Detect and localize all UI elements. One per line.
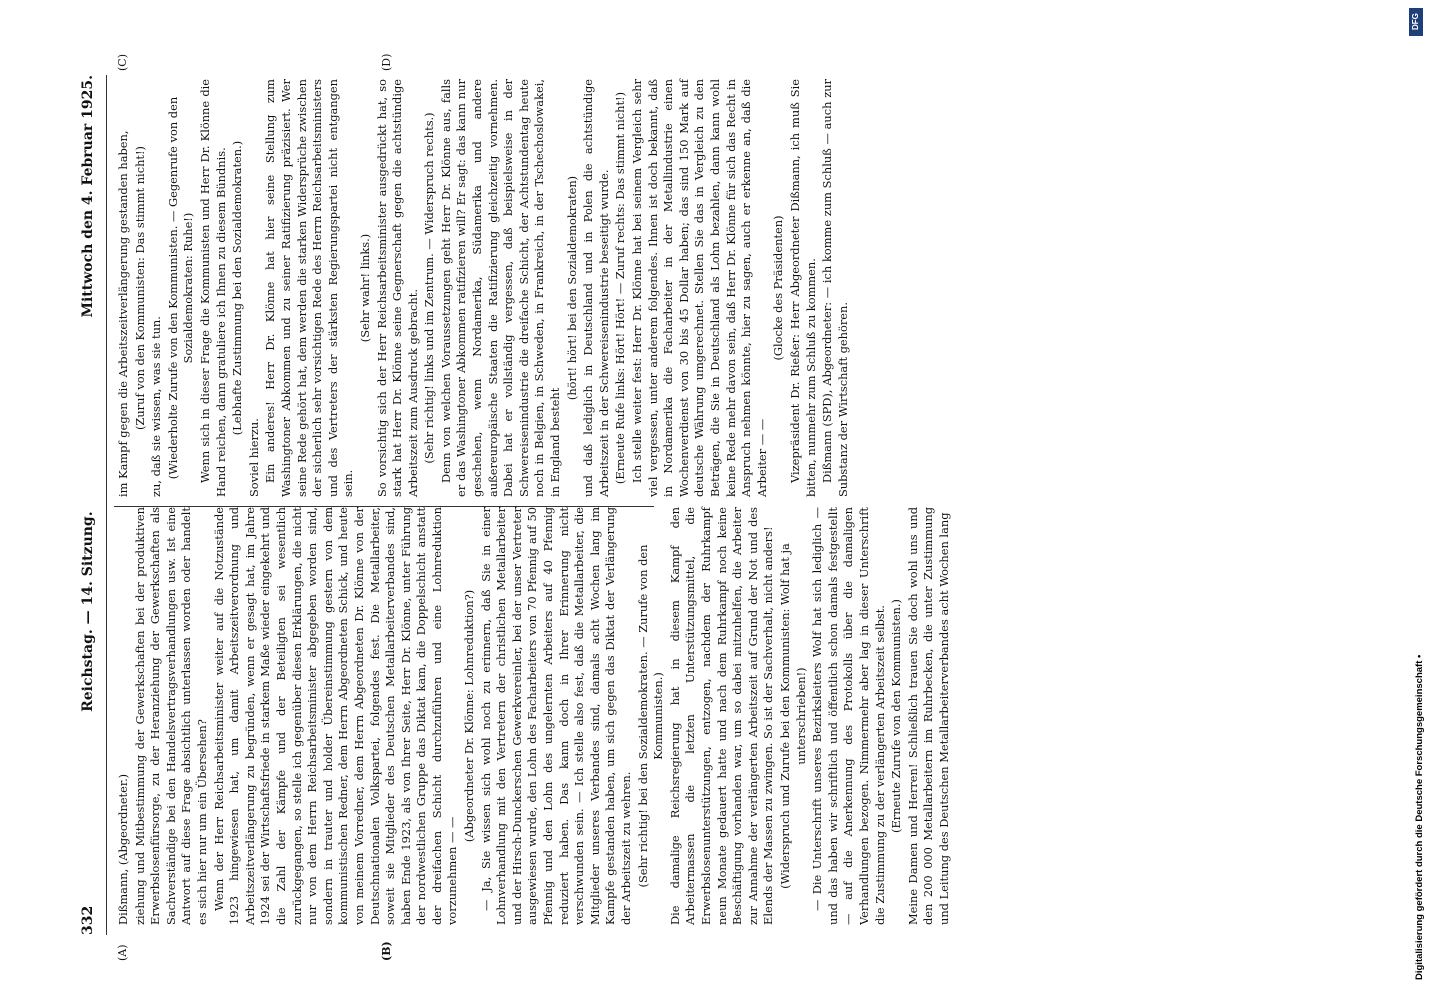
rotated-page-content bbox=[80, 53, 1355, 961]
header-date: Mittwoch den 4. Februar 1925. bbox=[80, 75, 96, 318]
header-rule bbox=[106, 75, 107, 935]
text-paragraph: Die damalige Reichsregierung hat in diesem Kampf den Arbeitermassen die letzten Unterstützungsmittel, die Erwerbslosenunterstützungen, entzogen, nachdem der Ruhrkampf neun Monate gedauert hatte und nach dem Ruhrkampf noch keine Beschäftigung vorhanden war, um so dabei mitzuhelfen, die Arbeiter zur Annahme der verlängerten Arbeitszeit auf Grund der Not und des Elends der Massen zu zwingen. So ist der Sachverhalt, nicht anders! bbox=[667, 507, 776, 925]
interjection-paragraph: (hört! hört! bei den Sozialdemokraten) bbox=[564, 175, 579, 401]
text-paragraph: Ein anderes! Herr Dr. Klönne hat hier seine Stellung zum Washingtoner Abkommen und zu seiner Ratifizierung präzisiert. Wer seine Rede gehört hat, dem werden die starken Widersprüche zwischen der sicherlich sehr vorsichtigen Rede des Herrn Reichsarbeitsministers und des Vertreters der stärksten Regierungspartei nicht entgangen sein. bbox=[263, 79, 356, 497]
text-paragraph: Dißmann (SPD), Abgeordneter: — ich komme zum Schluß — auch zur Substanz der Wirtschaft gehören. bbox=[820, 79, 850, 497]
text-column-left bbox=[116, 507, 951, 925]
text-paragraph: Ich stelle weiter fest: Herr Dr. Klönne hat bei seinem Vergleich sehr viel vergessen, unter anderem folgendes. Ihnen ist doch bekannt, daß in Nordamerika die Facharbeiter in der Metallindustrie einen Wochenverdienst von 30 bis 45 Dollar haben; das sind 150 Mark auf deutsche Währung umgerechnet. Stellen Sie das in Vergleich zu den Beträgen, die Sie in Deutschland als Lohn bezahlen, dann kann wohl keine Rede mehr davon sein, daß Herr Dr. Klönne für sich das Recht in Anspruch nehmen könnte, hier zu sagen, auch er erkenne an, daß die Arbeiter — — bbox=[630, 79, 769, 497]
text-paragraph: Soviel hierzu. bbox=[246, 418, 261, 497]
interjection-paragraph: (Abgeordneter Dr. Klönne: Lohnreduktion?) bbox=[462, 589, 477, 843]
interjection-paragraph: (Widerspruch und Zurufe bei den Kommunisten: Wolf hat ja unterschrieben!) bbox=[777, 543, 808, 889]
text-paragraph: zu, daß sie wissen, was sie tun. bbox=[149, 316, 164, 497]
interjection-paragraph: (Glocke des Präsidenten) bbox=[771, 215, 786, 361]
text-paragraph: Wenn sich in dieser Frage die Kommunisten und Herr Dr. Klönne die Hand reichen, dann gratuliere ich Ihnen zu diesem Bündnis. bbox=[197, 79, 228, 497]
text-paragraph: Dißmann, (Abgeordneter.) bbox=[116, 773, 130, 925]
text-paragraph: — Die Unterschrift unseres Bezirksleiters Wolf hat sich lediglich — und das haben wir schriftlich und öffentlich schon damals festgestellt — auf die Anerkennung des Protokolls über die damaligen Verhandlungen bezogen. Nimmermehr aber lag in dieser Unterschrift die Zustimmung zu der verlängerten Arbeitszeit selbst. bbox=[810, 507, 887, 925]
text-paragraph: So vorsichtig sich der Herr Reichsarbeitsminister ausgedrückt hat, so stark hat Herr Dr. Klönne seine Gegnerschaft gegen die achtstündige Arbeitszeit zum Ausdruck gebracht. bbox=[374, 79, 420, 497]
interjection-paragraph: (Wiederholte Zurufe von den Kommunisten. — Gegenrufe von den Sozialdemokraten: Ruhe!) bbox=[165, 96, 196, 480]
text-paragraph: Denn von welchen Voraussetzungen geht Herr Dr. Klönne aus, falls er das Washingtoner Abkommen ratifizieren will? Er sagt: das kann nur geschehen, wenn Nordamerika, Südamerika und andere außereuropäische Staaten die Ratifizierung gleichzeitig vornehmen. Dabei hat er vollständig vergessen, daß beispielsweise in der Schwereisenindustrie die dreifache Schicht, der Achtstundentag heute noch in Belgien, in Schweden, in Frankreich, in der Tschechoslowakei, in England besteht bbox=[438, 79, 563, 497]
text-column-right bbox=[116, 79, 850, 497]
interjection-paragraph: (Erneute Rufe links: Hört! Hört! — Zuruf rechts: Das stimmt nicht!) bbox=[613, 91, 628, 485]
text-paragraph: Vizepräsident Dr. Rießer: Herr Abgeordneter Dißmann, ich muß Sie bitten, nunmehr zum Schluß zu kommen. bbox=[787, 79, 818, 497]
header-title: Reichstag. — 14. Sitzung. bbox=[80, 511, 96, 712]
page-header bbox=[80, 75, 106, 935]
margin-marker-a: (A) bbox=[116, 944, 129, 961]
interjection-paragraph: (Sehr wahr! links.) bbox=[357, 233, 372, 343]
text-paragraph: Wenn der Herr Reichsarbeitsminister weiter auf die Notzustände 1923 hingewiesen hat, um damit Arbeitszeitverordnung und Arbeitszeitverlängerung zu begründen, wenn er gesagt hat, im Jahre 1924 sei der Wirtschaftsfriede in starkem Maße wieder eingekehrt und die Zahl der Kämpfe und der Beteiligten sei wesentlich zurückgegangen, so stelle ich gegenüber diesen Erklärungen, die nicht nur von dem Herrn Reichsarbeitsminister abgegeben worden sind, sondern in trauter und holder Übereinstimmung gestern von dem kommunistischen Redner, dem Herrn Abgeordneten Schick, und heute von meinem Vorredner, dem Herrn Abgeordneten Dr. Klönne von der Deutschnationalen Volkspartei, folgendes fest. Die Metallarbeiter, soweit sie Mitglieder des Deutschen Metallarbeiterverbandes sind, haben Ende 1923, als von Ihrer Seite, Herr Dr. Klönne, unter Führung der nordwestlichen Gruppe das Diktat kam, die Doppelschicht anstatt der dreifachen Schicht durchzuführen und eine Lohnreduktion vorzunehmen — — bbox=[211, 507, 460, 925]
interjection-paragraph: (Sehr richtig! bei den Sozialdemokraten. — Zurufe von den Kommunisten.) bbox=[635, 544, 666, 888]
interjection-paragraph: (Sehr richtig! links und im Zentrum. — Widerspruch rechts.) bbox=[422, 112, 437, 464]
funding-note: Digitalisierung gefördert durch die Deutsche Forschungsgemeinschaft • bbox=[1414, 654, 1425, 980]
dfg-logo: DFG bbox=[1409, 8, 1423, 36]
text-paragraph: im Kampf gegen die Arbeitszeitverlängerung gestanden haben, bbox=[116, 130, 130, 497]
text-paragraph: — Ja, Sie wissen sich wohl noch zu erinnern, daß Sie in einer Lohnverhandlung mit den Vertretern der christlichen Metallarbeiter und der Hirsch-Dunckerschen Gewerkvereinler, bei der unser Vertreter ausgewiesen wurde, den Lohn des Facharbeiters von 70 Pfennig auf 50 Pfennig und den Lohn des ungelernten Arbeiters auf 40 Pfennig reduziert haben. Das kann doch in Ihrer Erinnerung nicht verschwunden sein. — Ich stelle also fest, daß die Metallarbeiter, die Mitglieder unseres Verbandes sind, damals acht Wochen lang im Kampfe gestanden haben, um sich gegen das Diktat der Verlängerung der Arbeitszeit zu wehren. bbox=[478, 507, 633, 925]
text-paragraph: und daß lediglich in Deutschland und in Polen die achtstündige Arbeitszeit in der Schwereisenindustrie beseitigt wurde. bbox=[581, 79, 611, 497]
text-paragraph: Meine Damen und Herren! Schließlich trauen Sie doch wohl uns und den 200 000 Metallarbeitern im Ruhrbecken, die unter Zustimmung und Leitung des Deutschen Metallarbeiterverbandes acht Wochen lang bbox=[905, 507, 951, 925]
interjection-paragraph: (Lebhafte Zustimmung bei den Sozialdemokraten.) bbox=[230, 140, 245, 436]
margin-marker-c: (C) bbox=[116, 54, 129, 71]
margin-marker-b: (B) bbox=[380, 941, 393, 961]
text-paragraph: ziehung und Mitbestimmung der Gewerkschaften bei der produktiven Erwerbslosenfürsorge, zu der Heranziehung der Gewerkschaften als Sachverständige bei den Handelsvertragsverhandlungen usw. Ist eine Antwort auf diese Frage absichtlich unterlassen worden oder handelt es sich hier nur um ein Übersehen? bbox=[132, 507, 209, 925]
page-number: 332 bbox=[80, 905, 96, 935]
column-rule bbox=[114, 506, 654, 507]
interjection-paragraph: (Zuruf von den Kommunisten: Das stimmt nicht!) bbox=[132, 145, 147, 431]
sidebar bbox=[1412, 0, 1428, 1000]
interjection-paragraph: (Erneute Zurufe von den Kommunisten.) bbox=[889, 599, 904, 833]
margin-marker-d: (D) bbox=[380, 53, 393, 71]
